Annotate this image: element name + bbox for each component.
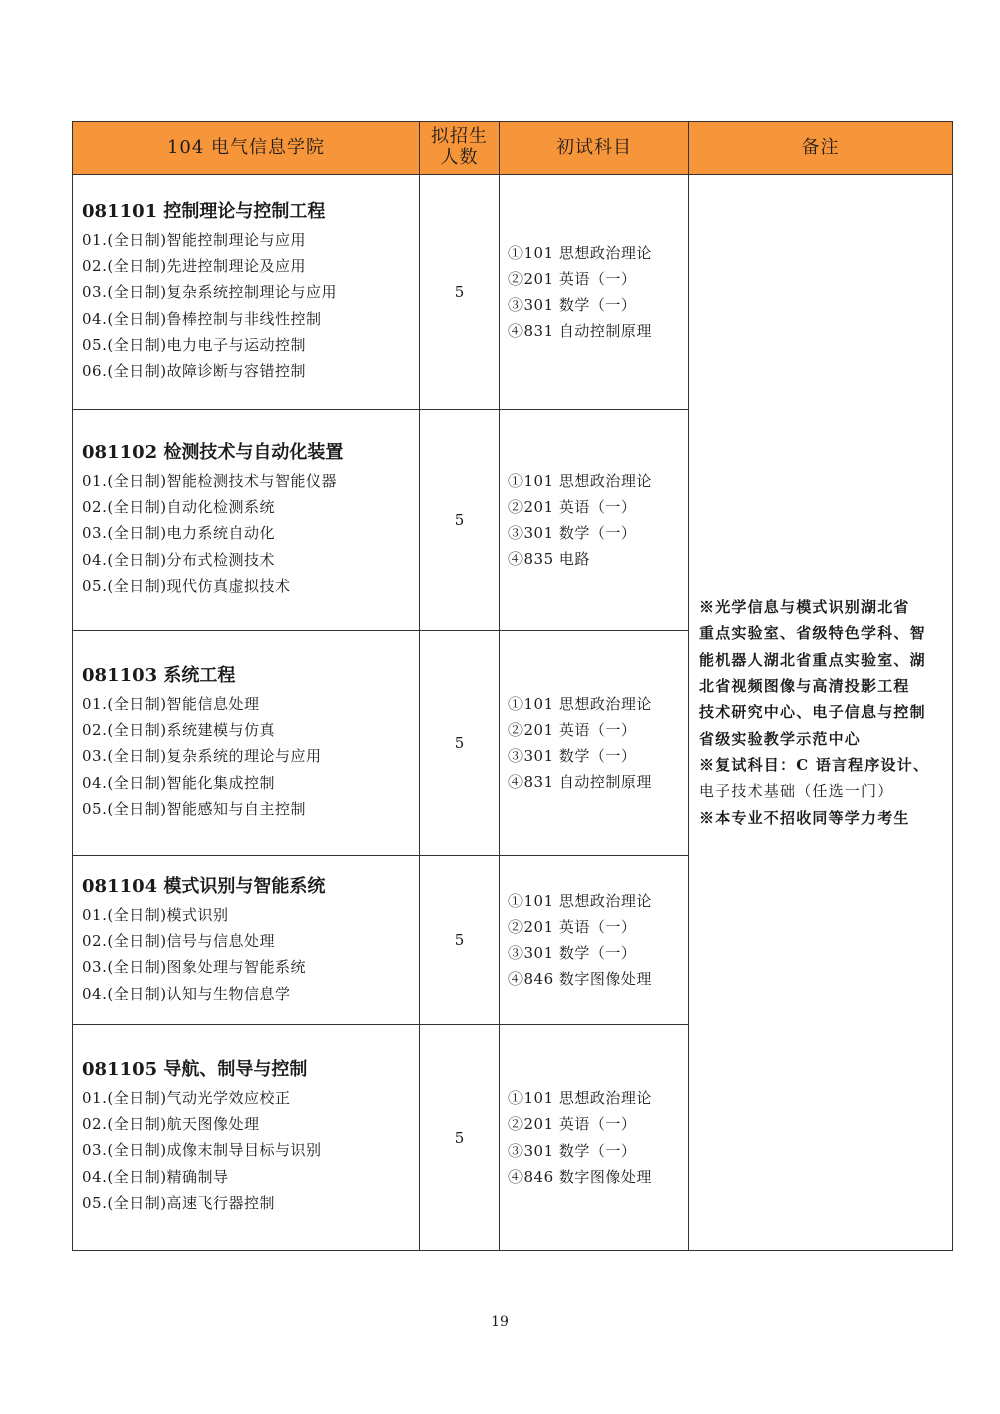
direction-item: 05.(全日制)高速飞行器控制 [82,1193,276,1212]
page-number: 19 [491,1314,509,1330]
direction-item: 03.(全日制)电力系统自动化 [82,524,276,543]
subject-item: ③301 数学（一） [508,944,637,962]
subject-item: ③301 数学（一） [508,747,637,765]
notes-cell [689,175,953,1251]
subject-item: ①101 思想政治理论 [508,891,652,910]
major-cell [73,631,420,856]
note-line: 电子技术基础（任选一门） [699,782,894,801]
direction-item: 05.(全日制)现代仿真虚拟技术 [82,576,291,595]
header-college: 104 电气信息学院 [73,122,420,175]
subject-item: ①101 思想政治理论 [508,243,652,262]
note-line: 北省视频图像与高清投影工程 [699,677,910,696]
direction-item: 05.(全日制)智能感知与自主控制 [82,799,307,818]
note-line: 能机器人湖北省重点实验室、湖 [699,650,926,669]
major-cell [73,175,420,410]
subject-item: ③301 数学（一） [508,296,637,314]
direction-item: 04.(全日制)分布式检测技术 [82,550,276,569]
subject-item: ②201 英语（一） [508,720,637,739]
subjects-cell [500,856,689,1025]
major-title: 081102 检测技术与自动化装置 [82,442,344,463]
quota-value: 5 [420,410,500,631]
direction-item: 01.(全日制)气动光学效应校正 [82,1089,291,1107]
subject-item: ④831 自动控制原理 [508,773,652,792]
direction-item: 02.(全日制)信号与信息处理 [82,932,276,951]
subject-item: ②201 英语（一） [508,917,637,936]
subjects-cell [500,410,689,631]
subject-item: ④846 数字图像处理 [508,970,652,989]
direction-item: 02.(全日制)先进控制理论及应用 [82,257,307,276]
quota-value: 5 [420,175,500,410]
note-line: 技术研究中心、电子信息与控制 [699,703,926,722]
header-exam-subjects: 初试科目 [500,122,689,175]
direction-item: 04.(全日制)精确制导 [82,1167,229,1186]
quota-value: 5 [420,1025,500,1251]
subject-item: ①101 思想政治理论 [508,694,652,713]
subjects-cell [500,1025,689,1251]
direction-item: 03.(全日制)图象处理与智能系统 [82,958,307,977]
note-line: ※复试科目：C 语言程序设计、 [699,755,930,774]
direction-item: 02.(全日制)系统建模与仿真 [82,721,276,740]
subject-item: ④835 电路 [508,550,590,569]
admissions-table [72,121,953,1251]
major-cell [73,856,420,1025]
subject-item: ③301 数学（一） [508,1141,637,1160]
direction-item: 01.(全日制)智能检测技术与智能仪器 [82,472,338,490]
subject-item: ④831 自动控制原理 [508,322,652,341]
direction-item: 03.(全日制)成像末制导目标与识别 [82,1141,322,1160]
major-title: 081104 模式识别与智能系统 [82,876,326,897]
header-notes: 备注 [689,122,953,175]
note-line: ※光学信息与模式识别湖北省 [699,598,910,617]
major-title: 081105 导航、制导与控制 [82,1059,308,1080]
subject-item: ②201 英语（一） [508,269,637,288]
subject-item: ②201 英语（一） [508,497,637,516]
note-line: ※本专业不招收同等学力考生 [699,808,910,827]
subject-item: ②201 英语（一） [508,1115,637,1134]
table-row [73,175,953,410]
note-line: 重点实验室、省级特色学科、智 [699,624,926,643]
subject-item: ①101 思想政治理论 [508,1089,652,1108]
quota-value: 5 [420,631,500,856]
direction-item: 03.(全日制)复杂系统控制理论与应用 [82,283,338,302]
direction-item: 01.(全日制)智能信息处理 [82,695,260,713]
subjects-cell [500,631,689,856]
direction-item: 02.(全日制)航天图像处理 [82,1115,260,1134]
table-header-row [73,122,953,175]
header-quota [420,122,500,175]
direction-item: 04.(全日制)认知与生物信息学 [82,984,291,1003]
subject-item: ③301 数学（一） [508,524,637,542]
subject-item: ①101 思想政治理论 [508,471,652,490]
direction-item: 02.(全日制)自动化检测系统 [82,498,276,517]
major-cell [73,410,420,631]
direction-item: 06.(全日制)故障诊断与容错控制 [82,362,307,381]
direction-item: 03.(全日制)复杂系统的理论与应用 [82,747,322,766]
note-line: 省级实验教学示范中心 [699,729,862,748]
subjects-cell [500,175,689,410]
direction-item: 04.(全日制)鲁棒控制与非线性控制 [82,309,322,328]
quota-value: 5 [420,856,500,1025]
major-title: 081103 系统工程 [82,665,236,686]
direction-item: 01.(全日制)智能控制理论与应用 [82,231,307,249]
header-quota-text: 拟招生人数 [431,126,488,168]
major-title: 081101 控制理论与控制工程 [82,201,326,222]
direction-item: 01.(全日制)模式识别 [82,906,229,924]
major-cell [73,1025,420,1251]
direction-item: 05.(全日制)电力电子与运动控制 [82,335,307,354]
subject-item: ④846 数字图像处理 [508,1167,652,1186]
direction-item: 04.(全日制)智能化集成控制 [82,773,276,792]
